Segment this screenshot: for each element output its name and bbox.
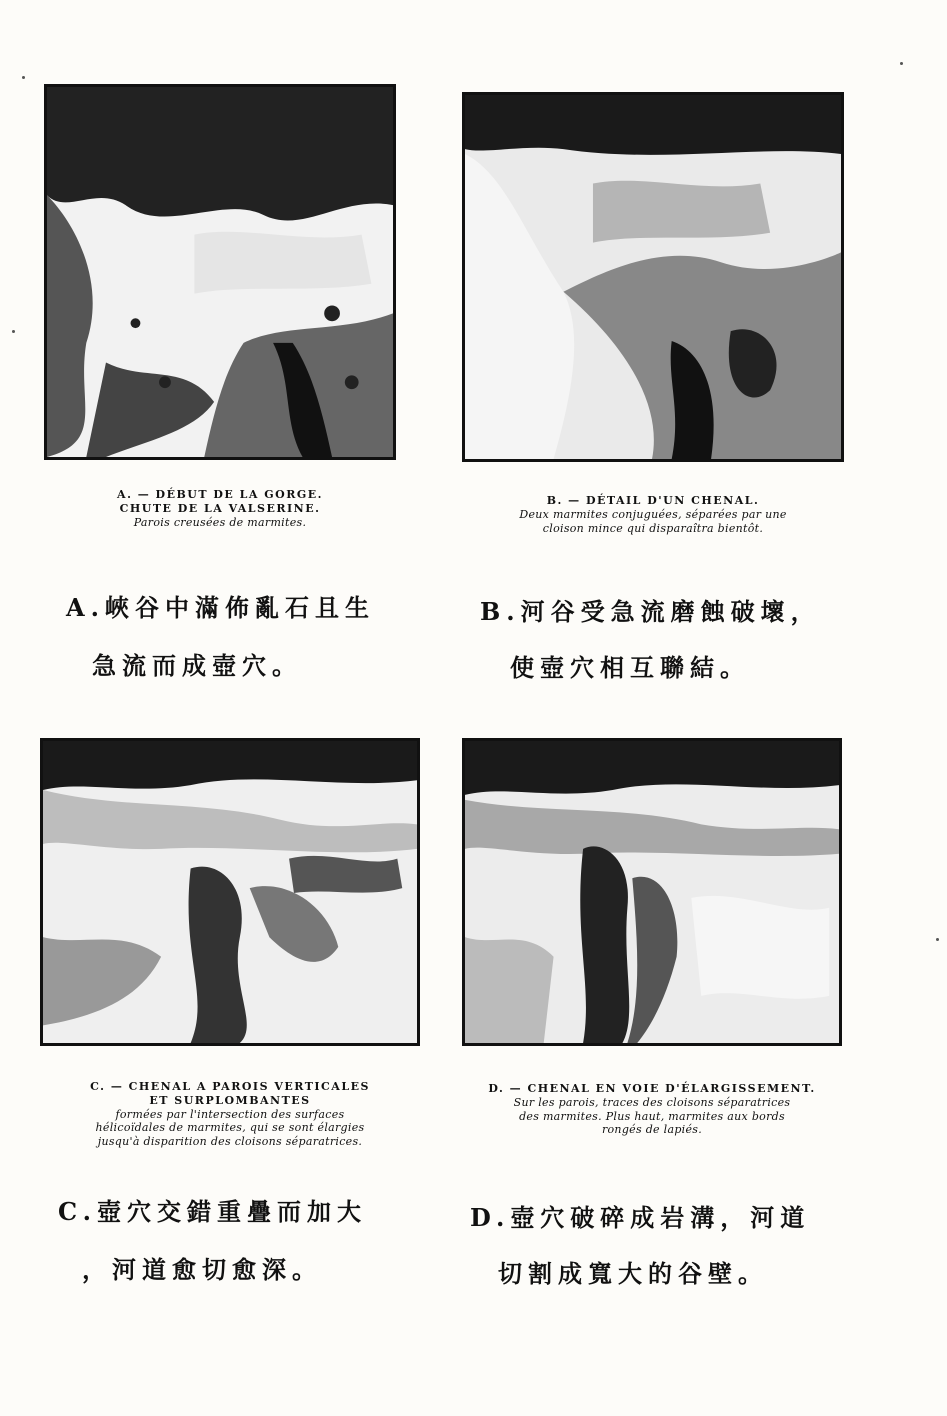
scan-speck: [936, 938, 939, 941]
caption-c: [40, 1080, 420, 1149]
zh-note-d-line-2: 切割成寬大的谷壁。: [498, 1259, 768, 1288]
caption-a-title-2: CHUTE DE LA VALSERINE.: [119, 501, 321, 515]
scan-speck: [900, 62, 903, 65]
scan-speck: [22, 76, 25, 79]
caption-c-title-1: C. — CHENAL A PAROIS VERTICALES: [90, 1080, 370, 1093]
caption-b-desc-2: cloison mince qui disparaîtra bientôt.: [542, 521, 764, 535]
photo-c-image: [43, 741, 417, 1043]
zh-note-d-line-1: D.壺穴破碎成岩溝，河道: [470, 1203, 811, 1232]
caption-b-desc-1: Deux marmites conjuguées, séparées par une: [519, 507, 787, 521]
caption-a: [60, 488, 380, 529]
photo-a-gorge: [44, 84, 396, 460]
photo-d-image: [465, 741, 839, 1043]
photo-a-image: [47, 87, 393, 457]
caption-b: [462, 494, 844, 535]
caption-c-title-2: ET SURPLOMBANTES: [149, 1093, 311, 1107]
zh-note-c-line-2: ，河道愈切愈深。: [82, 1255, 322, 1284]
zh-note-a-line-2: 急流而成壺穴。: [92, 651, 302, 680]
caption-d-desc-1: Sur les parois, traces des cloisons séparatrices: [513, 1095, 791, 1109]
caption-d-desc-2: des marmites. Plus haut, marmites aux bords: [519, 1109, 785, 1123]
caption-c-desc-1: formées par l'intersection des surfaces: [115, 1107, 345, 1121]
caption-d-title-1: D. — CHENAL EN VOIE D'ÉLARGISSEMENT.: [488, 1082, 816, 1095]
caption-b-title-1: B. — DÉTAIL D'UN CHENAL.: [546, 494, 760, 507]
zh-note-b-line-2: 使壺穴相互聯結。: [510, 653, 750, 682]
zh-note-c-line-1: C.壺穴交錯重疊而加大: [58, 1197, 368, 1226]
caption-d-desc-3: rongés de lapiés.: [601, 1123, 703, 1137]
caption-d: [462, 1082, 842, 1137]
caption-a-desc: Parois creusées de marmites.: [133, 515, 307, 529]
zh-note-b-line-1: B.河谷受急流磨蝕破壞，: [480, 597, 821, 626]
caption-a-title-1: A. — DÉBUT DE LA GORGE.: [117, 488, 323, 501]
scan-speck: [12, 330, 15, 333]
photo-c-vertical-walls: [40, 738, 420, 1046]
photo-b-image: [465, 95, 841, 459]
caption-c-desc-2: hélicoïdales de marmites, qui se sont élargies: [95, 1121, 365, 1135]
photo-d-widening-channel: [462, 738, 842, 1046]
caption-c-desc-3: jusqu'à disparition des cloisons séparatrices.: [97, 1135, 363, 1148]
photo-b-channel-detail: [462, 92, 844, 462]
zh-note-a-line-1: A.峽谷中滿佈亂石且生: [66, 593, 375, 622]
